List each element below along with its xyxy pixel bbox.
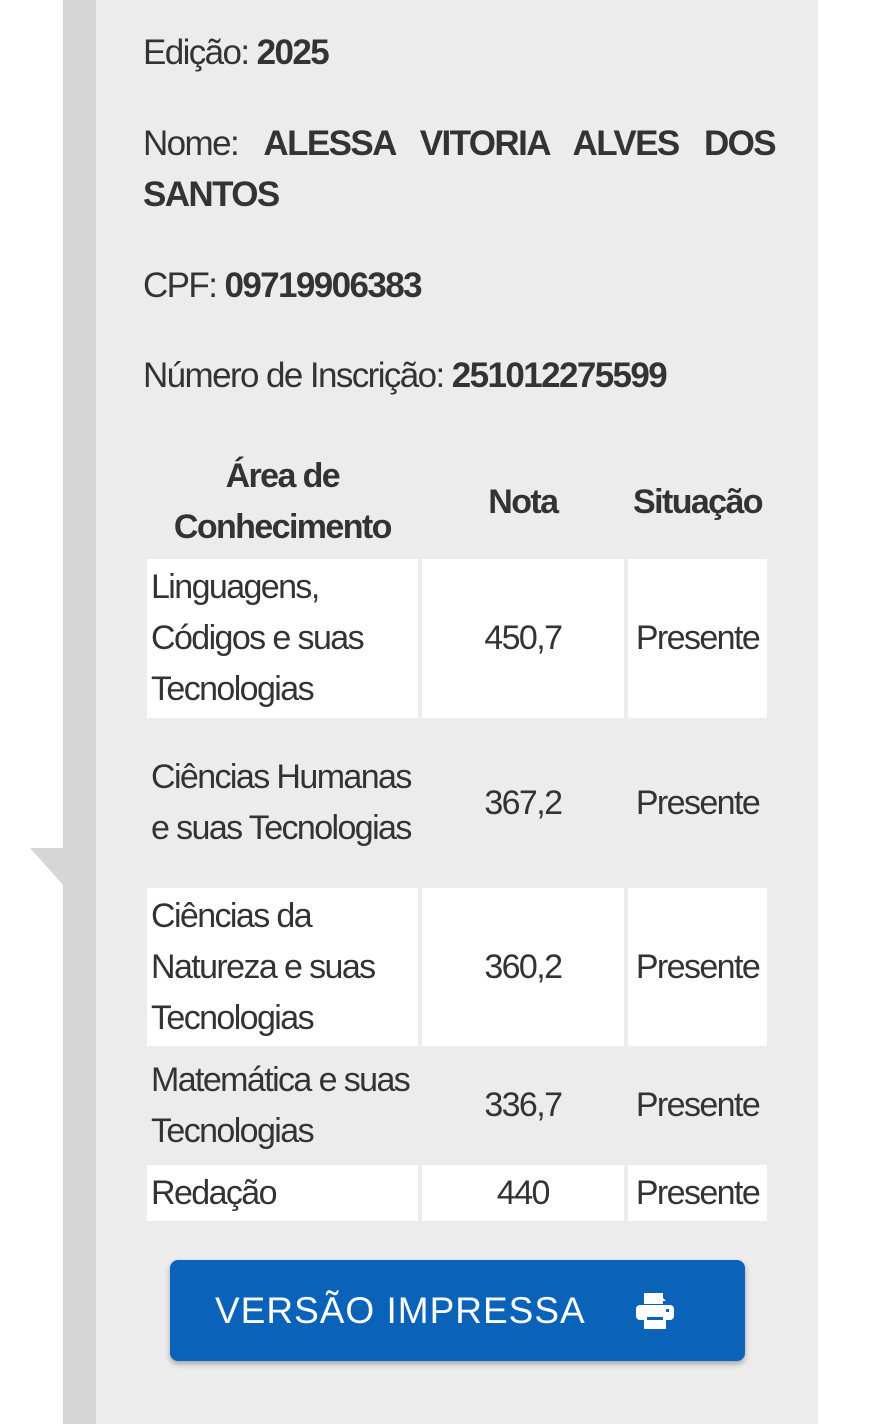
situacao-cell: Presente (628, 559, 767, 718)
table-header (147, 448, 767, 556)
edicao-label: Edição: (143, 33, 249, 72)
scores-table (143, 445, 771, 1224)
cpf-value: 09719906383 (224, 266, 421, 305)
inscricao-label: Número de Inscrição: (143, 356, 444, 395)
area-cell: Ciências da Natureza e suas Tecnologias (147, 888, 418, 1046)
area-cell: Ciências Humanas e suas Tecnologias (151, 758, 411, 847)
header-situacao: Situação (633, 482, 762, 521)
printer-icon (636, 1292, 674, 1330)
edicao-value: 2025 (256, 33, 329, 72)
situacao-cell: Presente (635, 783, 760, 822)
header-nota: Nota (488, 482, 558, 521)
table-row (147, 721, 767, 885)
cpf-line (143, 260, 421, 311)
print-version-button[interactable] (170, 1260, 745, 1361)
inscricao-line (143, 350, 666, 401)
area-cell: Redação (147, 1165, 418, 1221)
nota-cell: 360,2 (422, 888, 624, 1046)
table-row (147, 888, 767, 1046)
inscricao-value: 251012275599 (451, 356, 667, 395)
table-row (147, 1165, 767, 1221)
table-row (147, 1049, 767, 1162)
cpf-label: CPF: (143, 266, 217, 305)
area-cell: Matemática e suas Tecnologias (151, 1060, 410, 1150)
nome-value: ALESSA VITORIA ALVES DOS SANTOS (143, 124, 775, 214)
nome-line (143, 118, 775, 220)
nome-label: Nome: (143, 124, 239, 163)
header-area: Área de Conhecimento (173, 457, 391, 546)
pointer-triangle (30, 848, 64, 886)
situacao-cell: Presente (628, 888, 767, 1046)
nota-cell: 450,7 (422, 559, 624, 718)
edicao-line (143, 27, 328, 78)
print-version-label: VERSÃO IMPRESSA (215, 1289, 586, 1331)
side-bar (63, 0, 96, 1424)
nota-cell: 367,2 (484, 783, 562, 822)
table-row (147, 559, 767, 718)
situacao-cell: Presente (628, 1165, 767, 1221)
nota-cell: 440 (422, 1165, 624, 1221)
area-cell: Linguagens, Códigos e suas Tecnologias (147, 559, 418, 718)
situacao-cell: Presente (635, 1086, 760, 1124)
nota-cell: 336,7 (484, 1086, 562, 1124)
